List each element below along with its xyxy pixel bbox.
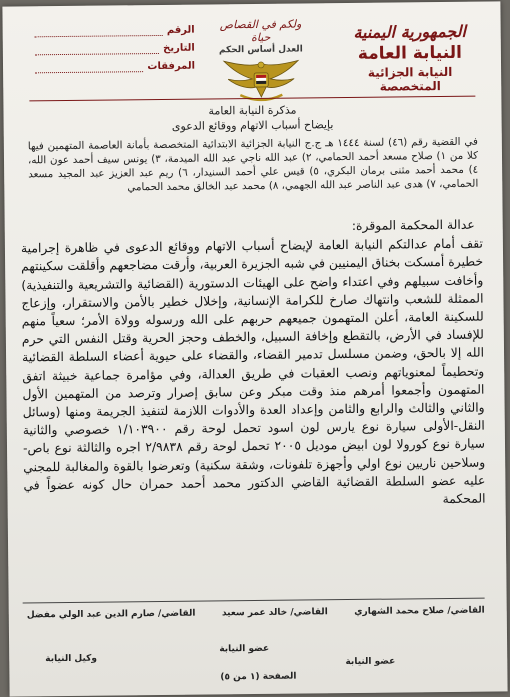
role-member-1: عضو النيابة xyxy=(345,656,396,668)
signature-judge-3: القاضي/ صارم الدين عبد الولي مفضل xyxy=(26,608,196,621)
number-field[interactable]: الرقم xyxy=(35,25,195,38)
country-name: الجمهورية اليمنية xyxy=(353,21,467,42)
authority-name: النيابة العامة xyxy=(357,42,463,64)
letterhead-right xyxy=(345,22,476,94)
signature-row xyxy=(27,606,485,621)
memo-body xyxy=(21,216,486,513)
letterhead-center xyxy=(211,17,312,105)
motto: العدل أساس الحكم xyxy=(218,44,303,56)
signature-judge-1: القاضي/ صلاح محمد الشهاري xyxy=(354,605,485,617)
signature-judge-2: القاضي/ خالد عمر سعيد xyxy=(221,607,328,619)
salutation: عدالة المحكمة الموقرة: xyxy=(351,216,475,233)
attachments-field[interactable]: المرفقات xyxy=(35,61,195,74)
case-details: في القضية رقم (٤٦) لسنة ١٤٤٤ هـ ج.ج النيابة الجزائية الابتدائية المتخصصة بأمانة العاصمة المتهمين فيها كلا من ١) صلاح مسعد أحمد الحمامي، ٢) عبد الله ناجي عبد الله الميدمة، ٣) يونس سيف أحمد عون الله، ٤) محمد أحمد مثنى برمان البكري، ٥) قيس علي أحمد السنيدار، ٦) ريم عبد العزيز عبد المجيد مسعد الحمامي، ٧) هدى عبد الناصر عبد الله الجهمي، ٨) محمد عبد الخالق محمد الحمامي xyxy=(27,135,479,194)
memo-heading xyxy=(23,98,482,196)
role-member-2: عضو النيابة xyxy=(219,643,270,655)
body-paragraph: تقف أمام عدالتكم النيابة العامة لإيضاح أسباب الاتهام ووقائع الدعوى في ظاهرة إجرامية خطيرة أمسكت بخناق اليمنيين في شبه الجزيرة العربية، وأرقت مضاجعهم وأقلقت سكينتهم وأخافت سبيلهم وفي اعتداء واضح على الهيئات الدستورية (القضائية والتشريعية والتنفيذية) الممثلة للشعب وانتهاك صارخ للكرامة الإنسانية، وإخلال خطير بالأمن والاستقرار، وإزعاج للسكينة العامة، أعلن المتهمون جميعهم حربهم على الله ورسوله وولاة الأمر؛ سعياً منهم للإفساد في الأرض، بالتقطع وإخافة السبيل، والخطف وحجز الحرية وقتل النفس التي حرم الله إلا بالحق، وضمن مسلسل تدمير القضاء، والقضاء على حيوية أعضاء السلطة القضائية وتحطيماً لمعنوياتهم ونصب العقبات في طريق العدالة، وفي مؤامرة جماعية خبيثة اتفق المتهمون وأجمعوا أمرهم منذ وقت مبكر وعن سابق إصرار وترصد من المتهمين الأول والثاني والثالث والرابع والثامن وإعداد العدة والأدوات اللازمة لتنفيذ الجريمة ومنها (وسائل النقل-الأولى سيارة نوع يارس لون اسود تحمل لوحة رقم ١/١٠٣٩٠٠ خصوصي والثانية سيارة نوع كورولا لون ابيض موديل ٢٠٠٥ تحمل لوحة رقم ٢/٩٨٣٨ اجره والثالثة نوع باص- وسلاحين ناريين نوع اولي وأجهزة تلفونات، وشقة سكنية) وتعرضوا بالقوة والمغالبة للمجني عليه عضو السلطة القضائية القاضي الدكتور محمد أحمد حمران حال كونه عضواً في المحكمة xyxy=(20,235,486,507)
date-field[interactable]: التاريخ xyxy=(35,43,195,56)
signature-divider xyxy=(23,598,485,604)
motto-script: ولكم في القصاص حياة xyxy=(219,17,302,45)
reference-fields xyxy=(35,25,196,81)
role-deputy: وكيل النيابة xyxy=(45,653,97,665)
memo-title: مذكرة النيابة العامة xyxy=(208,103,297,118)
division-name: النيابة الجزائية المتخصصة xyxy=(367,64,453,94)
memo-subtitle: بإيضاح أسباب الاتهام ووقائع الدعوى xyxy=(171,118,334,133)
document-page xyxy=(2,1,507,696)
page-number: الصفحة (١ من ٥) xyxy=(220,671,297,683)
